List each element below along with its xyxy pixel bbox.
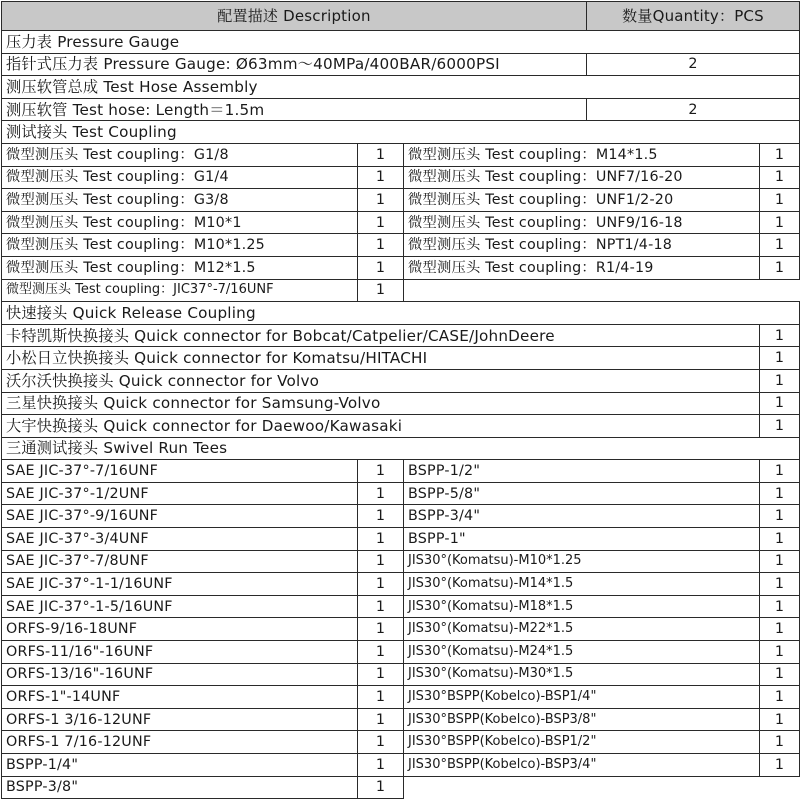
swivel-tee-right-quantity [760, 776, 800, 799]
swivel-tee-left-quantity: 1 [358, 776, 404, 799]
test-hose-section-row [2, 76, 800, 99]
test-coupling-left-quantity: 1 [358, 234, 404, 257]
swivel-tee-right-item: JIS30°BSPP(Kobelco)-BSP1/2" [404, 731, 760, 754]
swivel-tee-row [2, 663, 800, 686]
swivel-tee-left-quantity: 1 [358, 550, 404, 573]
swivel-tee-left-quantity: 1 [358, 731, 404, 754]
test-hose-row [2, 98, 800, 121]
swivel-tee-right-item: JIS30°(Komatsu)-M30*1.5 [404, 663, 760, 686]
quick-release-row-quantity: 1 [760, 347, 800, 370]
test-hose-section-title: 测压软管总成 Test Hose Assembly [2, 76, 800, 99]
swivel-tee-left-quantity: 1 [358, 663, 404, 686]
description-header: 配置描述 Description [2, 2, 587, 31]
swivel-tee-left-quantity: 1 [358, 686, 404, 709]
swivel-tee-left-item: SAE JIC-37°-1/2UNF [2, 482, 358, 505]
test-coupling-row [2, 256, 800, 279]
test-coupling-row [2, 143, 800, 166]
swivel-tee-left-item: SAE JIC-37°-1-5/16UNF [2, 595, 358, 618]
test-coupling-left-item: 微型测压头 Test coupling：G1/4 [2, 166, 358, 189]
swivel-tee-right-quantity: 1 [760, 505, 800, 528]
swivel-tee-left-quantity: 1 [358, 754, 404, 777]
quick-release-section-title: 快速接头 Quick Release Coupling [2, 302, 800, 325]
swivel-tee-left-item: ORFS-1 3/16-12UNF [2, 708, 358, 731]
swivel-tee-right-item: BSPP-3/4" [404, 505, 760, 528]
swivel-tee-right-quantity: 1 [760, 686, 800, 709]
test-hose-row-quantity: 2 [587, 98, 800, 121]
swivel-tee-left-item: ORFS-13/16"-16UNF [2, 663, 358, 686]
header-row [2, 2, 800, 31]
swivel-tee-right-quantity: 1 [760, 482, 800, 505]
quick-release-row-description: 三星快换接头 Quick connector for Samsung-Volvo [2, 392, 760, 415]
quick-release-row-quantity: 1 [760, 415, 800, 438]
test-coupling-right-item [404, 279, 760, 302]
swivel-tee-left-item: BSPP-1/4" [2, 754, 358, 777]
quick-release-row [2, 324, 800, 347]
pressure-gauge-row-quantity: 2 [587, 53, 800, 76]
quick-release-row-quantity: 1 [760, 324, 800, 347]
swivel-tee-left-item: ORFS-1"-14UNF [2, 686, 358, 709]
swivel-tee-right-quantity: 1 [760, 641, 800, 664]
swivel-tee-right-item: JIS30°(Komatsu)-M18*1.5 [404, 595, 760, 618]
quick-release-section-row [2, 302, 800, 325]
test-coupling-right-quantity: 1 [760, 234, 800, 257]
configuration-table [1, 1, 800, 799]
test-coupling-row [2, 234, 800, 257]
swivel-tee-left-item: ORFS-11/16"-16UNF [2, 641, 358, 664]
test-coupling-left-item: 微型测压头 Test coupling：G3/8 [2, 189, 358, 212]
quick-release-row-description: 沃尔沃快换接头 Quick connector for Volvo [2, 369, 760, 392]
swivel-tee-row [2, 528, 800, 551]
pressure-gauge-section-title: 压力表 Pressure Gauge [2, 31, 800, 54]
test-coupling-section-row [2, 121, 800, 144]
swivel-tee-row [2, 686, 800, 709]
swivel-tee-left-quantity: 1 [358, 460, 404, 483]
test-coupling-left-quantity: 1 [358, 279, 404, 302]
swivel-tee-left-quantity: 1 [358, 528, 404, 551]
swivel-tee-left-quantity: 1 [358, 641, 404, 664]
swivel-tee-right-quantity: 1 [760, 528, 800, 551]
pressure-gauge-section-row [2, 31, 800, 54]
swivel-tee-left-quantity: 1 [358, 595, 404, 618]
swivel-tee-row [2, 641, 800, 664]
swivel-tee-right-quantity: 1 [760, 754, 800, 777]
test-coupling-right-item: 微型测压头 Test coupling：UNF9/16-18 [404, 211, 760, 234]
swivel-tee-left-item: ORFS-9/16-18UNF [2, 618, 358, 641]
test-coupling-left-item: 微型测压头 Test coupling：G1/8 [2, 143, 358, 166]
quick-release-row [2, 369, 800, 392]
swivel-tee-left-item: SAE JIC-37°-7/16UNF [2, 460, 358, 483]
swivel-tee-right-item: JIS30°BSPP(Kobelco)-BSP1/4" [404, 686, 760, 709]
test-coupling-right-item: 微型测压头 Test coupling：M14*1.5 [404, 143, 760, 166]
swivel-tee-right-quantity: 1 [760, 595, 800, 618]
swivel-tee-right-quantity: 1 [760, 708, 800, 731]
swivel-tee-right-item: JIS30°(Komatsu)-M22*1.5 [404, 618, 760, 641]
test-coupling-row [2, 189, 800, 212]
test-coupling-right-quantity: 1 [760, 211, 800, 234]
swivel-tee-right-quantity: 1 [760, 573, 800, 596]
swivel-tee-right-quantity: 1 [760, 731, 800, 754]
swivel-tee-left-item: SAE JIC-37°-1-1/16UNF [2, 573, 358, 596]
quick-release-row-description: 小松日立快换接头 Quick connector for Komatsu/HITACHI [2, 347, 760, 370]
swivel-tee-row [2, 573, 800, 596]
swivel-tee-row [2, 776, 800, 799]
test-coupling-right-item: 微型测压头 Test coupling：R1/4-19 [404, 256, 760, 279]
swivel-tee-row [2, 731, 800, 754]
swivel-tee-left-item: ORFS-1 7/16-12UNF [2, 731, 358, 754]
quick-release-row [2, 347, 800, 370]
swivel-tee-right-quantity: 1 [760, 460, 800, 483]
swivel-tee-right-quantity: 1 [760, 663, 800, 686]
test-coupling-left-item: 微型测压头 Test coupling：JIC37°-7/16UNF [2, 279, 358, 302]
test-hose-row-description: 测压软管 Test hose: Length＝1.5m [2, 98, 587, 121]
test-coupling-left-quantity: 1 [358, 166, 404, 189]
swivel-tee-left-item: SAE JIC-37°-9/16UNF [2, 505, 358, 528]
swivel-tee-right-item: BSPP-5/8" [404, 482, 760, 505]
test-coupling-row [2, 279, 800, 302]
test-coupling-left-item: 微型测压头 Test coupling：M10*1 [2, 211, 358, 234]
swivel-tee-left-item: BSPP-3/8" [2, 776, 358, 799]
swivel-tee-right-item [404, 776, 760, 799]
test-coupling-left-quantity: 1 [358, 211, 404, 234]
swivel-tee-left-quantity: 1 [358, 505, 404, 528]
swivel-tee-right-item: JIS30°BSPP(Kobelco)-BSP3/8" [404, 708, 760, 731]
test-coupling-right-item: 微型测压头 Test coupling：UNF1/2-20 [404, 189, 760, 212]
test-coupling-left-quantity: 1 [358, 256, 404, 279]
swivel-tee-right-item: JIS30°(Komatsu)-M24*1.5 [404, 641, 760, 664]
test-coupling-row [2, 211, 800, 234]
quick-release-row [2, 392, 800, 415]
quick-release-row [2, 415, 800, 438]
swivel-tee-left-item: SAE JIC-37°-3/4UNF [2, 528, 358, 551]
swivel-tee-left-quantity: 1 [358, 573, 404, 596]
swivel-tee-left-quantity: 1 [358, 618, 404, 641]
swivel-tee-row [2, 754, 800, 777]
test-coupling-right-quantity: 1 [760, 143, 800, 166]
swivel-tee-row [2, 708, 800, 731]
swivel-tee-row [2, 482, 800, 505]
test-coupling-row [2, 166, 800, 189]
swivel-tee-right-item: BSPP-1" [404, 528, 760, 551]
test-coupling-left-item: 微型测压头 Test coupling：M12*1.5 [2, 256, 358, 279]
test-coupling-section-title: 测试接头 Test Coupling [2, 121, 800, 144]
test-coupling-right-quantity: 1 [760, 189, 800, 212]
configuration-sheet [1, 1, 799, 803]
quick-release-row-quantity: 1 [760, 392, 800, 415]
swivel-tee-row [2, 550, 800, 573]
test-coupling-right-item: 微型测压头 Test coupling：NPT1/4-18 [404, 234, 760, 257]
swivel-tee-row [2, 595, 800, 618]
swivel-tee-right-item: JIS30°(Komatsu)-M14*1.5 [404, 573, 760, 596]
swivel-tee-row [2, 460, 800, 483]
quick-release-row-description: 卡特凯斯快换接头 Quick connector for Bobcat/Catpelier/CASE/JohnDeere [2, 324, 760, 347]
test-coupling-right-quantity: 1 [760, 256, 800, 279]
test-coupling-right-item: 微型测压头 Test coupling：UNF7/16-20 [404, 166, 760, 189]
pressure-gauge-row-description: 指针式压力表 Pressure Gauge: Ø63mm～40MPa/400BAR/6000PSI [2, 53, 587, 76]
pressure-gauge-row [2, 53, 800, 76]
swivel-tee-right-item: JIS30°(Komatsu)-M10*1.25 [404, 550, 760, 573]
swivel-tees-section-title: 三通测试接头 Swivel Run Tees [2, 437, 800, 460]
test-coupling-right-quantity: 1 [760, 166, 800, 189]
test-coupling-left-quantity: 1 [358, 143, 404, 166]
swivel-tee-row [2, 618, 800, 641]
test-coupling-left-item: 微型测压头 Test coupling：M10*1.25 [2, 234, 358, 257]
test-coupling-left-quantity: 1 [358, 189, 404, 212]
test-coupling-right-quantity [760, 279, 800, 302]
swivel-tee-row [2, 505, 800, 528]
swivel-tees-section-row [2, 437, 800, 460]
quick-release-row-quantity: 1 [760, 369, 800, 392]
swivel-tee-right-item: JIS30°BSPP(Kobelco)-BSP3/4" [404, 754, 760, 777]
quick-release-row-description: 大宇快换接头 Quick connector for Daewoo/Kawasaki [2, 415, 760, 438]
swivel-tee-right-item: BSPP-1/2" [404, 460, 760, 483]
quantity-header: 数量Quantity：PCS [587, 2, 800, 31]
swivel-tee-right-quantity: 1 [760, 550, 800, 573]
swivel-tee-left-quantity: 1 [358, 482, 404, 505]
swivel-tee-left-quantity: 1 [358, 708, 404, 731]
swivel-tee-right-quantity: 1 [760, 618, 800, 641]
swivel-tee-left-item: SAE JIC-37°-7/8UNF [2, 550, 358, 573]
